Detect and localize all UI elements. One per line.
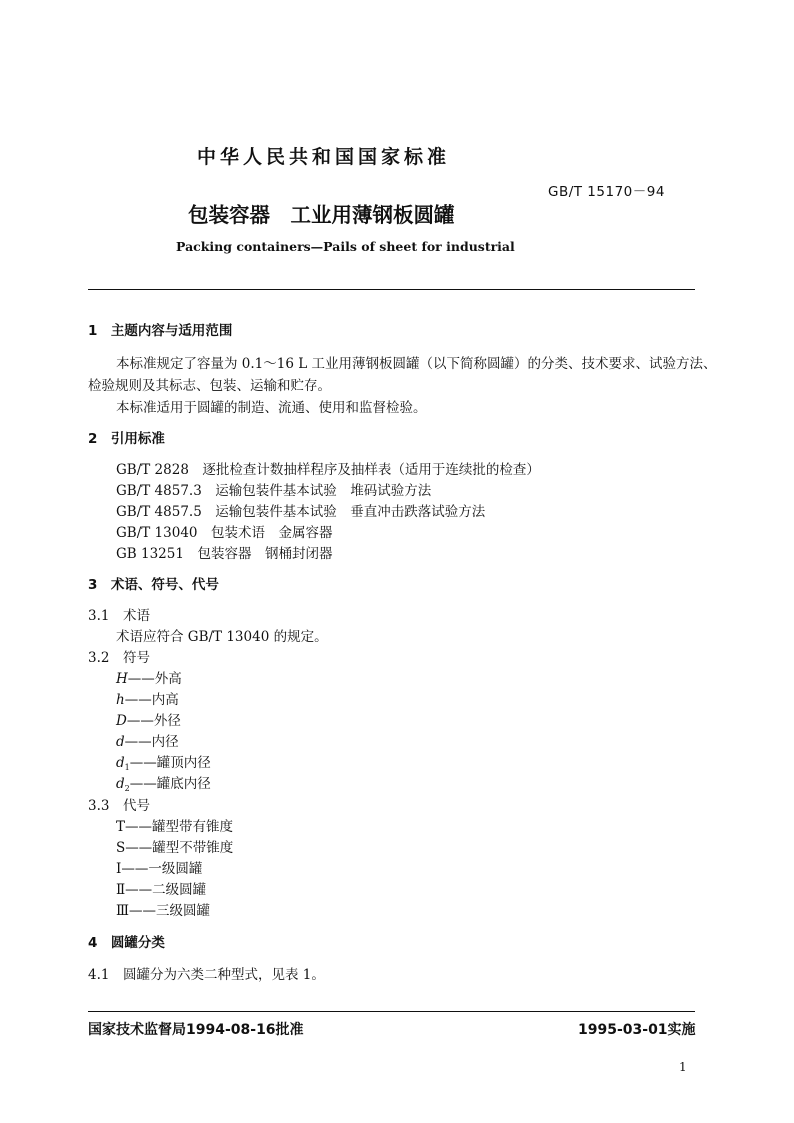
- symbol-subscript: 1: [124, 763, 130, 772]
- symbol-description: ——内径: [124, 734, 179, 750]
- section-2-heading: 2 引用标准: [88, 431, 165, 447]
- symbol-item: [116, 709, 181, 729]
- section-1-heading: 1 主题内容与适用范围: [88, 323, 233, 339]
- symbol: H: [116, 671, 128, 687]
- standard-code: GB/T 15170－94: [548, 184, 665, 200]
- symbol-item: [116, 730, 179, 750]
- issuing-body-title: 中华人民共和国国家标准: [197, 146, 451, 168]
- code-item: Ⅱ——二级圆罐: [116, 882, 207, 898]
- reference-item: GB/T 2828 逐批检查计数抽样程序及抽样表（适用于连续批的检查）: [116, 462, 540, 478]
- symbol-item: [116, 688, 179, 708]
- symbol-description: ——外径: [126, 713, 181, 729]
- document-title: 包装容器 工业用薄钢板圆罐: [188, 203, 455, 227]
- symbol: h: [116, 692, 125, 708]
- section-3-3-heading: 3.3 代号: [88, 798, 150, 814]
- reference-item: GB/T 13040 包装术语 金属容器: [116, 525, 333, 541]
- section-4-heading: 4 圆罐分类: [88, 935, 165, 951]
- symbol-item: [116, 751, 211, 772]
- code-item: T——罐型带有锥度: [116, 819, 234, 835]
- reference-item: GB/T 4857.3 运输包装件基本试验 堆码试验方法: [116, 483, 432, 499]
- section-1-paragraph-1-line-1: 本标准规定了容量为 0.1～16 L 工业用薄钢板圆罐（以下简称圆罐）的分类、技术要求、试验方法、: [116, 356, 717, 372]
- symbol: D: [116, 713, 127, 729]
- reference-item: GB/T 4857.5 运输包装件基本试验 垂直冲击跌落试验方法: [116, 504, 486, 520]
- symbol-description: ——罐顶内径: [129, 755, 211, 771]
- code-item: Ⅰ——一级圆罐: [116, 861, 203, 877]
- section-1-paragraph-1-line-2: 检验规则及其标志、包装、运输和贮存。: [88, 378, 331, 394]
- section-3-1-text: 术语应符合 GB/T 13040 的规定。: [116, 629, 328, 645]
- symbol: d: [116, 776, 125, 792]
- code-item: Ⅲ——三级圆罐: [116, 903, 211, 919]
- symbol-description: ——内高: [124, 692, 179, 708]
- symbol-subscript: 2: [124, 784, 130, 793]
- page-number: 1: [679, 1060, 687, 1074]
- section-4-1-text: 4.1 圆罐分为六类二种型式，见表 1。: [88, 967, 325, 983]
- section-3-1-heading: 3.1 术语: [88, 608, 150, 624]
- section-3-heading: 3 术语、符号、代号: [88, 577, 219, 593]
- footer-divider: [88, 1011, 695, 1012]
- approval-line: 国家技术监督局1994-08-16批准: [88, 1022, 304, 1038]
- code-item: S——罐型不带锥度: [116, 840, 234, 856]
- symbol: d: [116, 734, 125, 750]
- reference-item: GB 13251 包装容器 钢桶封闭器: [116, 546, 333, 562]
- effective-date: 1995-03-01实施: [578, 1022, 696, 1038]
- document-title-english: Packing containers—Pails of sheet for industrial: [176, 239, 515, 254]
- symbol-description: ——罐底内径: [129, 776, 211, 792]
- symbol-description: ——外高: [127, 671, 182, 687]
- symbol: d: [116, 755, 125, 771]
- symbol-item: [116, 772, 211, 793]
- section-3-2-heading: 3.2 符号: [88, 650, 150, 666]
- section-1-paragraph-2: 本标准适用于圆罐的制造、流通、使用和监督检验。: [116, 400, 427, 416]
- symbol-item: [116, 667, 182, 687]
- header-divider: [88, 289, 695, 290]
